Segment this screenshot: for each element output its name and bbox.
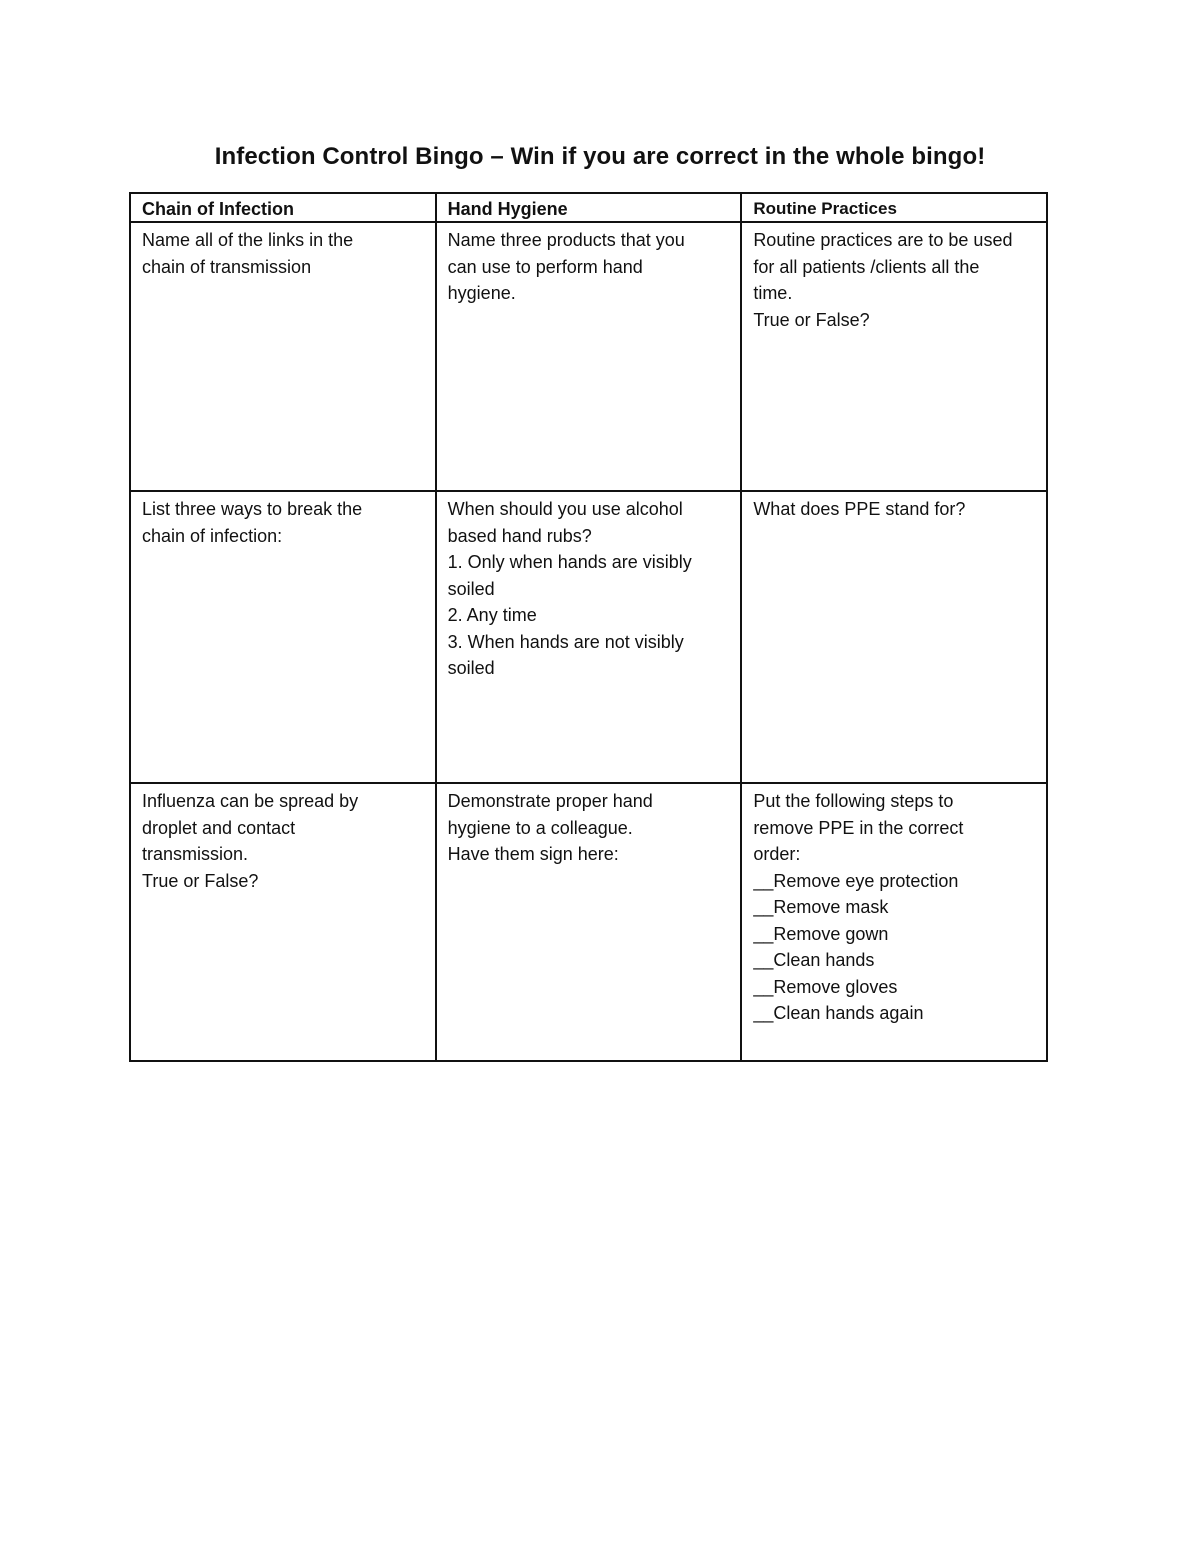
cell-text-line: __Remove gown — [753, 923, 889, 944]
bingo-cell[interactable] — [130, 491, 436, 783]
bingo-table — [129, 192, 1048, 1062]
cell-text-line: Have them sign here: — [447, 844, 619, 864]
cell-text-line: When should you use alcohol — [447, 499, 683, 519]
cell-text-line: order: — [753, 844, 801, 864]
cell-text-line: droplet and contact — [142, 817, 296, 838]
table-row — [130, 783, 1047, 1061]
cell-text-line: for all patients /clients all the — [753, 256, 980, 277]
cell-text-line: __Remove mask — [753, 897, 889, 917]
cell-text-line: soiled — [447, 578, 495, 599]
cell-text-line: hygiene to a colleague. — [447, 817, 633, 838]
bingo-cell[interactable] — [130, 222, 436, 491]
header-hand-hygiene: Hand Hygiene — [436, 193, 742, 222]
cell-text-line: remove PPE in the correct — [753, 817, 964, 838]
cell-text-line: transmission. — [142, 844, 249, 864]
cell-text-line: Name three products that you — [447, 230, 685, 250]
bingo-cell[interactable] — [130, 783, 436, 1061]
cell-text-line: can use to perform hand — [447, 256, 643, 277]
bingo-cell[interactable] — [741, 491, 1047, 783]
cell-text-line: Demonstrate proper hand — [447, 791, 653, 811]
cell-text-line: time. — [753, 283, 793, 303]
cell-text-line: 2. Any time — [447, 605, 537, 625]
cell-text-line: 3. When hands are not visibly — [447, 631, 684, 652]
cell-text-line: hygiene. — [447, 283, 516, 303]
cell-text-line: Influenza can be spread by — [142, 791, 359, 811]
bingo-cell[interactable] — [436, 783, 742, 1061]
cell-text-line: Put the following steps to — [753, 791, 954, 811]
cell-text-line: List three ways to break the — [142, 499, 363, 519]
cell-text-line: __Remove gloves — [753, 976, 898, 997]
bingo-cell[interactable] — [436, 491, 742, 783]
table-row — [130, 222, 1047, 491]
cell-text-line: __Remove eye protection — [753, 870, 959, 891]
page-title: Infection Control Bingo – Win if you are correct in the whole bingo! — [214, 143, 986, 170]
table-row — [130, 491, 1047, 783]
cell-text-line: soiled — [447, 658, 495, 678]
header-chain-of-infection: Chain of Infection — [130, 193, 436, 222]
header-routine-practices: Routine Practices — [741, 193, 1047, 222]
bingo-cell[interactable] — [741, 783, 1047, 1061]
cell-text-line: __Clean hands again — [753, 1003, 924, 1023]
cell-text-line: True or False? — [753, 309, 870, 330]
cell-text-line: Routine practices are to be used — [753, 230, 1013, 250]
cell-text-line: based hand rubs? — [447, 525, 592, 546]
bingo-cell[interactable] — [741, 222, 1047, 491]
cell-text-line: __Clean hands — [753, 950, 875, 970]
cell-text-line: What does PPE stand for? — [753, 499, 966, 519]
cell-text-line: 1. Only when hands are visibly — [447, 552, 692, 572]
table-header-row — [130, 193, 1047, 222]
cell-text-line: chain of transmission — [142, 256, 312, 277]
cell-text-line: Name all of the links in the — [142, 230, 354, 250]
cell-text-line: True or False? — [142, 870, 259, 891]
bingo-cell[interactable] — [436, 222, 742, 491]
cell-text-line: chain of infection: — [142, 525, 283, 546]
